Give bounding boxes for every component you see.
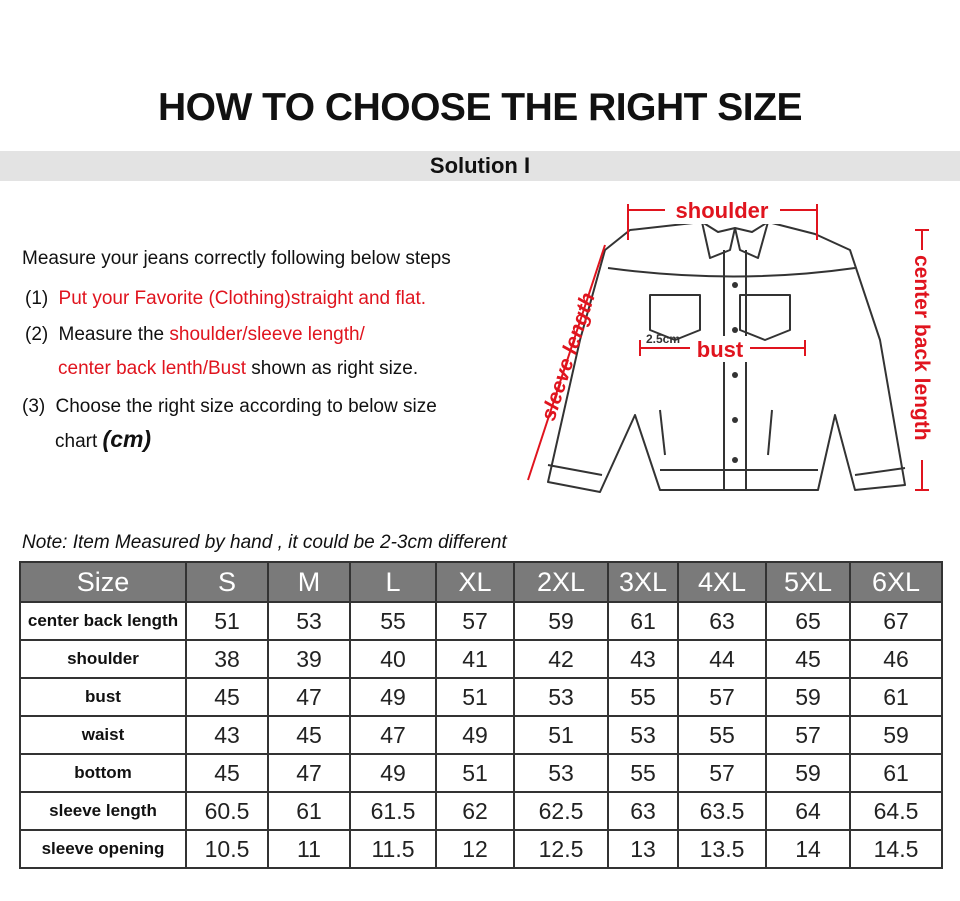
table-cell: 53 <box>268 602 350 640</box>
table-cell: 47 <box>350 716 436 754</box>
table-cell: 63 <box>608 792 678 830</box>
table-row <box>20 640 942 678</box>
step-2-continued <box>58 359 418 379</box>
bust-label: bust <box>696 337 744 362</box>
header-cell: 2XL <box>514 562 608 602</box>
table-cell: 61 <box>268 792 350 830</box>
header-cell: S <box>186 562 268 602</box>
jacket-side-pocket-left <box>660 410 665 455</box>
table-row <box>20 830 942 868</box>
table-cell: 57 <box>678 754 766 792</box>
header-cell: M <box>268 562 350 602</box>
table-cell: 38 <box>186 640 268 678</box>
table-cell: 45 <box>186 678 268 716</box>
jacket-yoke <box>608 268 855 277</box>
header-cell: Size <box>20 562 186 602</box>
table-cell: 55 <box>608 754 678 792</box>
table-cell: 13.5 <box>678 830 766 868</box>
step-2-highlight-2: center back lenth/Bust <box>58 358 246 379</box>
page-title: HOW TO CHOOSE THE RIGHT SIZE <box>158 86 802 129</box>
table-cell: 39 <box>268 640 350 678</box>
sleeve-label: sleeve length <box>536 289 600 424</box>
size-table <box>19 561 943 869</box>
step-3-number: (3) <box>22 396 46 417</box>
table-cell: 53 <box>514 754 608 792</box>
table-cell: 63.5 <box>678 792 766 830</box>
step-1-text: Put your Favorite (Clothing)straight and flat. <box>58 288 427 309</box>
table-cell: 14 <box>766 830 850 868</box>
table-cell: 57 <box>678 678 766 716</box>
jacket-side-pocket-right <box>768 410 772 455</box>
row-label: waist <box>20 716 186 754</box>
step-2-text-2: shown as right size. <box>251 358 419 379</box>
step-2-highlight: shoulder/sleeve length/ <box>169 324 365 345</box>
row-label: bust <box>20 678 186 716</box>
table-cell: 53 <box>514 678 608 716</box>
table-cell: 59 <box>766 678 850 716</box>
unit-cm: (cm) <box>102 426 152 452</box>
offset-label: 2.5cm <box>646 332 681 346</box>
table-cell: 61 <box>850 754 942 792</box>
row-label: bottom <box>20 754 186 792</box>
table-cell: 12 <box>436 830 514 868</box>
table-cell: 55 <box>608 678 678 716</box>
row-label: sleeve opening <box>20 830 186 868</box>
row-label: center back length <box>20 602 186 640</box>
table-cell: 57 <box>436 602 514 640</box>
table-cell: 49 <box>350 754 436 792</box>
header-cell: 4XL <box>678 562 766 602</box>
table-cell: 65 <box>766 602 850 640</box>
row-label: sleeve length <box>20 792 186 830</box>
header-cell: XL <box>436 562 514 602</box>
table-row <box>20 792 942 830</box>
jacket-diagram <box>510 190 960 520</box>
solution-label: Solution I <box>429 153 531 178</box>
table-cell: 49 <box>436 716 514 754</box>
table-row <box>20 754 942 792</box>
header-cell: 5XL <box>766 562 850 602</box>
table-cell: 44 <box>678 640 766 678</box>
table-cell: 55 <box>678 716 766 754</box>
step-1 <box>25 289 426 309</box>
jacket-cuff-left <box>548 465 602 475</box>
table-cell: 42 <box>514 640 608 678</box>
measure-note: Note: Item Measured by hand , it could be 2-3cm different <box>22 532 507 553</box>
table-cell: 57 <box>766 716 850 754</box>
table-cell: 49 <box>350 678 436 716</box>
table-cell: 51 <box>436 678 514 716</box>
table-cell: 47 <box>268 678 350 716</box>
table-cell: 51 <box>186 602 268 640</box>
table-cell: 62.5 <box>514 792 608 830</box>
table-cell: 13 <box>608 830 678 868</box>
table-cell: 11 <box>268 830 350 868</box>
table-cell: 41 <box>436 640 514 678</box>
step-2-text: Measure the <box>58 324 165 345</box>
table-cell: 60.5 <box>186 792 268 830</box>
table-cell: 11.5 <box>350 830 436 868</box>
jacket-pocket-right <box>740 295 790 340</box>
table-cell: 12.5 <box>514 830 608 868</box>
table-cell: 61.5 <box>350 792 436 830</box>
table-cell: 10.5 <box>186 830 268 868</box>
table-cell: 67 <box>850 602 942 640</box>
header-cell: 6XL <box>850 562 942 602</box>
table-row <box>20 602 942 640</box>
steps-intro: Measure your jeans correctly following below steps <box>22 248 451 269</box>
table-cell: 64 <box>766 792 850 830</box>
table-cell: 45 <box>268 716 350 754</box>
size-header-row <box>20 562 942 602</box>
table-cell: 59 <box>850 716 942 754</box>
table-cell: 59 <box>766 754 850 792</box>
table-cell: 51 <box>436 754 514 792</box>
table-row <box>20 678 942 716</box>
step-3-continued <box>55 426 152 452</box>
table-cell: 43 <box>186 716 268 754</box>
table-cell: 55 <box>350 602 436 640</box>
step-3 <box>22 397 437 417</box>
table-cell: 40 <box>350 640 436 678</box>
table-cell: 14.5 <box>850 830 942 868</box>
table-cell: 45 <box>766 640 850 678</box>
step-2-number: (2) <box>25 324 49 345</box>
table-cell: 43 <box>608 640 678 678</box>
table-cell: 62 <box>436 792 514 830</box>
center-back-label: center back length <box>910 255 933 441</box>
table-cell: 61 <box>608 602 678 640</box>
table-cell: 59 <box>514 602 608 640</box>
table-cell: 45 <box>186 754 268 792</box>
step-3-text: Choose the right size according to below size <box>55 396 437 417</box>
table-row <box>20 716 942 754</box>
jacket-cuff-right <box>855 468 905 475</box>
step-2 <box>25 325 365 345</box>
row-label: shoulder <box>20 640 186 678</box>
table-cell: 61 <box>850 678 942 716</box>
step-1-number: (1) <box>25 288 49 309</box>
table-cell: 46 <box>850 640 942 678</box>
header-cell: L <box>350 562 436 602</box>
table-cell: 51 <box>514 716 608 754</box>
header-cell: 3XL <box>608 562 678 602</box>
table-cell: 47 <box>268 754 350 792</box>
table-cell: 53 <box>608 716 678 754</box>
table-cell: 63 <box>678 602 766 640</box>
table-cell: 64.5 <box>850 792 942 830</box>
step-3-text-2: chart <box>55 431 98 452</box>
shoulder-label: shoulder <box>675 198 769 223</box>
